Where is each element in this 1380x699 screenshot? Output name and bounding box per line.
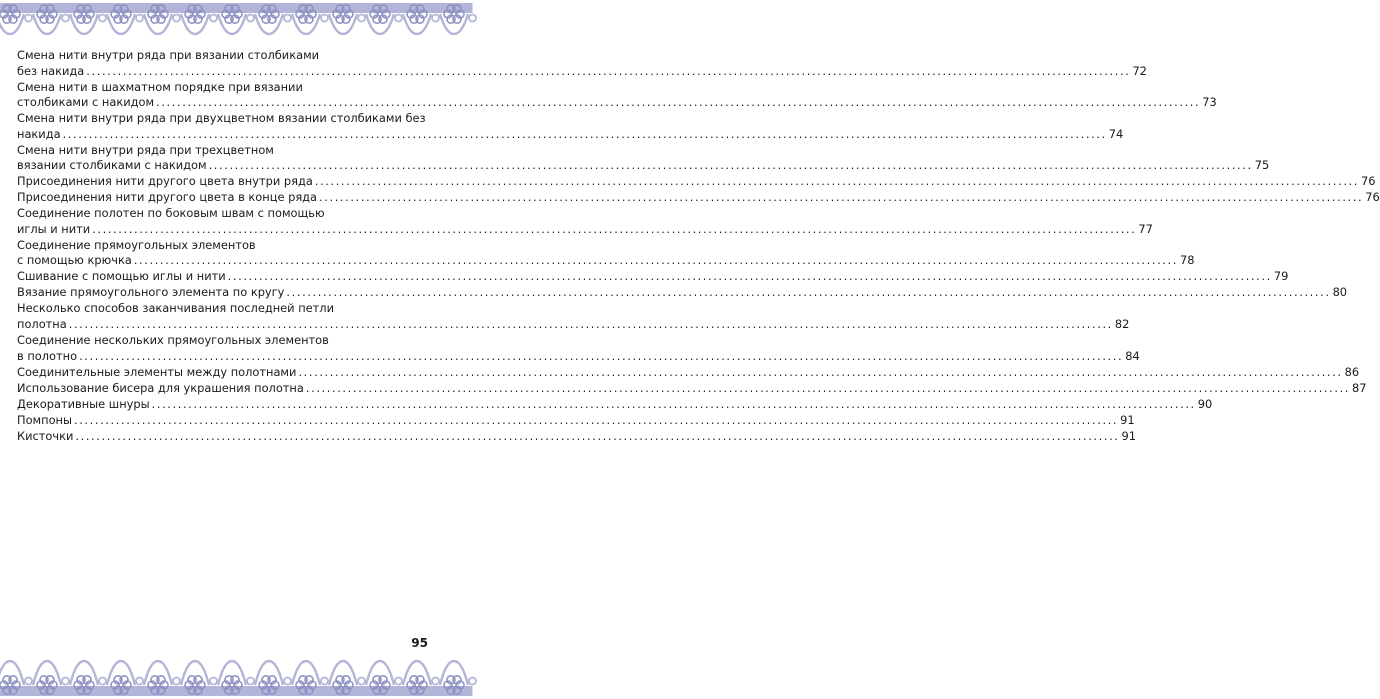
toc-entry-last-line xyxy=(17,174,1376,190)
dot-leader: ........................................................................................................................................................................................................ xyxy=(79,348,1124,363)
toc-entry-title: накида xyxy=(17,126,61,141)
toc-entry xyxy=(17,428,1137,445)
toc-entry-line: Несколько способов заканчивания последней петли xyxy=(17,301,334,316)
lace-loop xyxy=(62,678,69,685)
toc-entry-title: Использование бисера для украшения полотна xyxy=(17,380,304,395)
toc-entry-title: с помощью крючка xyxy=(17,253,132,268)
toc-entry-page: 86 xyxy=(1344,364,1360,379)
toc-entry-last-line xyxy=(17,190,1380,206)
dot-leader: ........................................................................................................................................................................................................ xyxy=(227,269,1272,284)
toc-entry-last-line xyxy=(17,317,1130,333)
dot-leader: ........................................................................................................................................................................................................ xyxy=(68,317,1113,331)
toc-entry-page: 78 xyxy=(1179,253,1195,268)
dot-leader: ........................................................................................................................................................................................................ xyxy=(62,126,1107,141)
lace-pattern-bottom xyxy=(0,653,446,699)
toc-entry-line: Смена нити внутри ряда при трехцветном xyxy=(17,142,274,157)
toc-entry-page: 91 xyxy=(1121,428,1137,443)
lace-loop xyxy=(395,15,402,22)
dot-leader: ........................................................................................................................................................................................................ xyxy=(133,253,1178,268)
dot-leader: ........................................................................................................................................................................................................ xyxy=(75,428,1120,443)
lace-loop xyxy=(136,15,143,22)
top-lace-border xyxy=(0,0,446,44)
lace-loop xyxy=(358,678,365,685)
toc-entry-line: Смена нити внутри ряда при вязании столбиками xyxy=(17,48,320,62)
toc-entry-last-line xyxy=(17,63,1147,80)
toc-entry-page: 90 xyxy=(1197,396,1213,411)
lace-loop xyxy=(469,15,476,22)
toc-entry-last-line xyxy=(17,380,1367,397)
dot-leader: ........................................................................................................................................................................................................ xyxy=(208,158,1253,173)
page-number: 95 xyxy=(411,636,428,650)
lace-loop xyxy=(247,678,254,685)
toc-entry-title: Сшивание с помощью иглы и нити xyxy=(17,269,226,284)
toc-entry-title: иглы и нити xyxy=(17,221,91,236)
lace-loop xyxy=(99,15,106,22)
table-of-contents xyxy=(17,48,1380,444)
toc-entry-page: 82 xyxy=(1114,317,1130,331)
toc-entry-line: Соединение прямоугольных элементов xyxy=(17,237,256,252)
toc-entry-last-line xyxy=(17,269,1289,285)
toc-entry-title: Соединительные элементы между полотнами xyxy=(17,364,297,379)
lace-loop xyxy=(469,678,476,685)
dot-leader: ........................................................................................................................................................................................................ xyxy=(86,63,1131,78)
toc-entry xyxy=(17,206,1153,237)
toc-entry xyxy=(17,174,1376,190)
toc-entry-page: 91 xyxy=(1120,412,1135,427)
toc-entry-page: 72 xyxy=(1132,63,1147,78)
toc-entry-last-line xyxy=(17,221,1153,238)
toc-entry-last-line xyxy=(17,412,1135,429)
toc-entry-last-line xyxy=(17,126,1124,143)
toc-entry-page: 74 xyxy=(1108,126,1124,141)
toc-entry-last-line xyxy=(17,348,1140,365)
toc-entry xyxy=(17,396,1213,413)
dot-leader: ........................................................................................................................................................................................................ xyxy=(314,174,1359,189)
toc-entry-title: Кисточки xyxy=(17,428,74,443)
lace-loop xyxy=(25,15,32,22)
toc-entry-last-line xyxy=(17,285,1348,301)
lace-loop xyxy=(358,15,365,22)
toc-entry-last-line xyxy=(17,253,1195,269)
lace-loop xyxy=(321,678,328,685)
toc-entry-title: столбиками с накидом xyxy=(17,95,155,110)
toc-entry-title: Вязание прямоугольного элемента по кругу xyxy=(17,285,285,300)
toc-entry-line: Смена нити внутри ряда при двухцветном вязании столбиками без xyxy=(17,111,426,126)
toc-entry-line: Смена нити в шахматном порядке при вязании xyxy=(17,79,303,94)
toc-entry-title: без накида xyxy=(17,63,85,78)
bottom-lace-border xyxy=(0,653,446,699)
toc-entry-last-line xyxy=(17,364,1360,381)
dot-leader: ........................................................................................................................................................................................................ xyxy=(151,396,1196,411)
toc-entry xyxy=(17,301,1130,332)
toc-entry xyxy=(17,142,1270,174)
dot-leader: ........................................................................................................................................................................................................ xyxy=(305,380,1351,395)
toc-entry-last-line xyxy=(17,428,1137,445)
lace-loop xyxy=(210,678,217,685)
toc-entry-page: 77 xyxy=(1138,221,1153,236)
dot-leader: ........................................................................................................................................................................................................ xyxy=(319,190,1364,205)
toc-entry-title: полотна xyxy=(17,317,67,331)
lace-loop xyxy=(62,15,69,22)
lace-loop xyxy=(321,15,328,22)
toc-entry-page: 73 xyxy=(1202,95,1217,110)
lace-loop xyxy=(210,15,217,22)
lace-loop xyxy=(284,15,291,22)
toc-entry xyxy=(17,285,1348,301)
toc-entry-last-line xyxy=(17,396,1213,413)
dot-leader: ........................................................................................................................................................................................................ xyxy=(286,285,1331,300)
toc-entry-title: Помпоны xyxy=(17,412,72,427)
lace-loop xyxy=(247,15,254,22)
toc-entry xyxy=(17,412,1135,429)
lace-loop xyxy=(136,678,143,685)
dot-leader: ........................................................................................................................................................................................................ xyxy=(92,221,1137,236)
lace-loop xyxy=(432,678,439,685)
toc-entry xyxy=(17,79,1217,111)
lace-pattern-top xyxy=(0,0,446,44)
lace-loop xyxy=(25,678,32,685)
toc-entry xyxy=(17,48,1147,79)
toc-entry-page: 76 xyxy=(1365,190,1380,205)
dot-leader: ........................................................................................................................................................................................................ xyxy=(156,95,1201,110)
toc-entry xyxy=(17,237,1195,269)
toc-entry-page: 79 xyxy=(1273,269,1289,284)
toc-entry xyxy=(17,380,1367,397)
toc-entry-page: 80 xyxy=(1332,285,1348,300)
toc-entry-page: 76 xyxy=(1360,174,1376,189)
lace-loop xyxy=(173,678,180,685)
lace-loop xyxy=(395,678,402,685)
toc-entry-page: 87 xyxy=(1352,380,1367,395)
lace-loop xyxy=(432,15,439,22)
toc-entry-page: 75 xyxy=(1254,158,1270,173)
toc-entry-title: Присоединения нити другого цвета в конце ряда xyxy=(17,190,318,205)
toc-entry xyxy=(17,364,1360,381)
toc-entry-title: в полотно xyxy=(17,348,78,363)
toc-entry xyxy=(17,111,1124,142)
toc-entry-title: вязании столбиками с накидом xyxy=(17,158,207,173)
dot-leader: ........................................................................................................................................................................................................ xyxy=(73,412,1119,427)
toc-entry xyxy=(17,269,1289,285)
toc-entry xyxy=(17,190,1380,206)
toc-entry-title: Декоративные шнуры xyxy=(17,396,150,411)
toc-entry-last-line xyxy=(17,158,1270,174)
toc-entry-line: Соединение полотен по боковым швам с помощью xyxy=(17,206,325,221)
toc-entry-page: 84 xyxy=(1125,348,1140,363)
lace-loop xyxy=(284,678,291,685)
toc-entry-last-line xyxy=(17,95,1217,111)
toc-entry xyxy=(17,332,1140,364)
toc-entry-title: Присоединения нити другого цвета внутри ряда xyxy=(17,174,313,189)
lace-loop xyxy=(173,15,180,22)
lace-loop xyxy=(99,678,106,685)
dot-leader: ........................................................................................................................................................................................................ xyxy=(298,364,1343,379)
toc-entry-line: Соединение нескольких прямоугольных элементов xyxy=(17,332,329,347)
